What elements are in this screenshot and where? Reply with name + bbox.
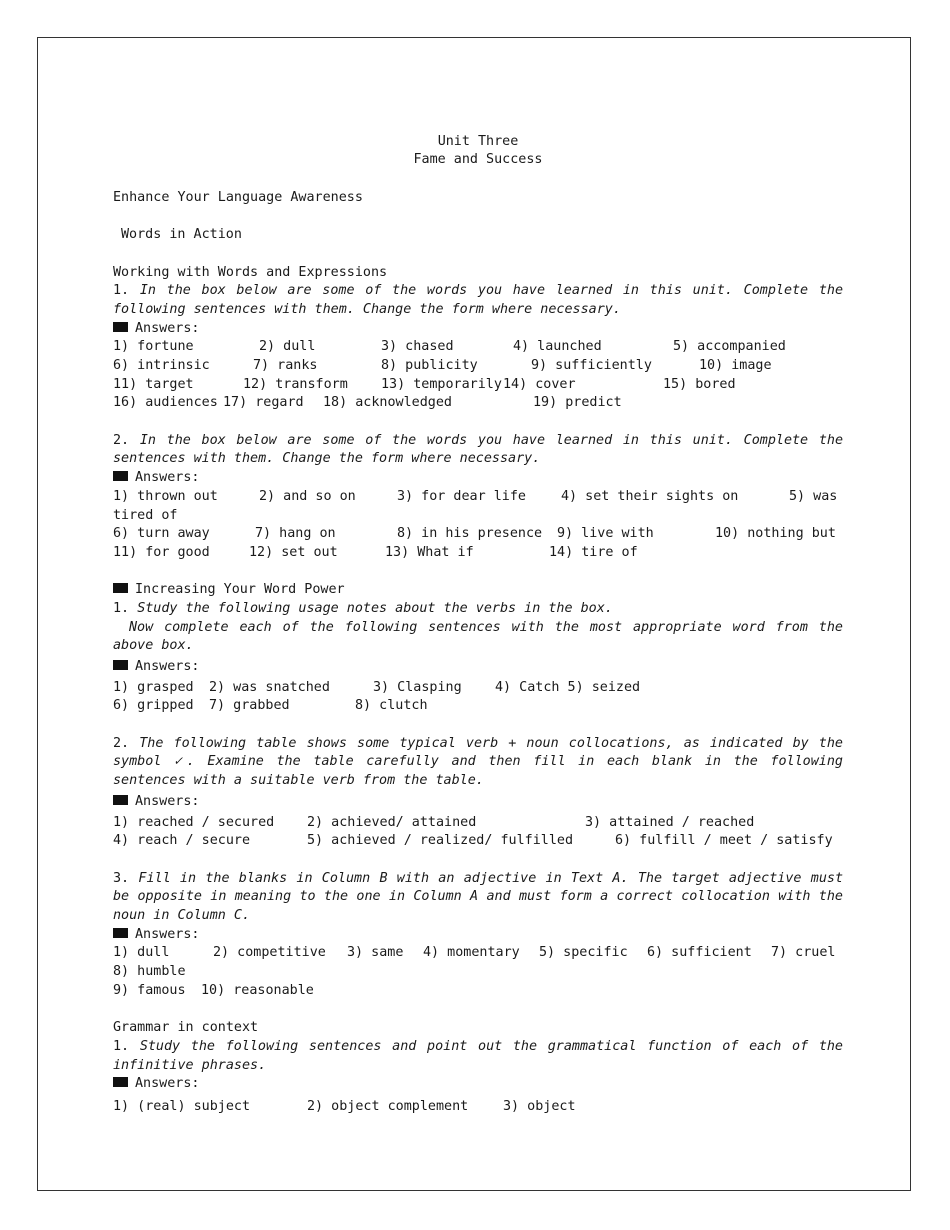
exercise-instruction: 1. Study the following usage notes about the verbs in the box. — [113, 600, 613, 616]
exercise-instruction: 1. In the box below are some of the words you have learned in this unit. Complete the following sentences with them. Change the form where necessary. — [113, 283, 844, 317]
exercise-number: 3. — [113, 870, 130, 886]
section-heading: Increasing Your Word Power — [113, 581, 843, 600]
subsection-heading: Working with Words and Expressions — [113, 264, 388, 280]
exercise-instruction: 1. Study the following sentences and point out the grammatical function of each of the infinitive phrases. — [113, 1038, 843, 1073]
exercise-number: 2. — [113, 432, 130, 448]
exercise-number: 2. — [113, 735, 130, 751]
answer-continuation: tired of — [113, 507, 178, 523]
answer-row: 16) audiences 17) regard 18) acknowledged 19) predict — [113, 395, 622, 411]
answer-continuation: 8) humble — [113, 964, 186, 980]
answers-label: Answers: — [113, 320, 843, 339]
answer-row: 4) reach / secure 5) achieved / realized/ fulfilled 6) fulfill / meet / satisfy — [113, 833, 833, 849]
bullet-square-icon — [113, 660, 128, 670]
answer-row: 9) famous 10) reasonable — [113, 982, 314, 998]
answers-label: Answers: — [113, 658, 843, 677]
answers-label: Answers: — [113, 926, 843, 945]
answer-row: 1) (real) subject 2) object complement 3) object — [113, 1098, 576, 1114]
answer-row: 6) turn away 7) hang on 8) in his presence 9) live with 10) nothing but — [113, 526, 836, 542]
section-heading: Enhance Your Language Awareness — [113, 189, 363, 205]
bullet-square-icon — [113, 795, 128, 805]
bullet-square-icon — [113, 1077, 128, 1087]
answer-row: 1) reached / secured 2) achieved/ attained 3) attained / reached — [113, 814, 755, 830]
answer-row: 1) thrown out 2) and so on 3) for dear life 4) set their sights on 5) was — [113, 488, 838, 504]
exercise-instruction: 3. Fill in the blanks in Column B with an adjective in Text A. The target adjective must be opposite in meaning to the one in Column A and must form a correct collocation with the noun in Column C. — [113, 870, 844, 924]
section-heading: Grammar in context — [113, 1020, 259, 1036]
answers-label: Answers: — [113, 793, 843, 812]
exercise-instruction: Now complete each of the following sentences with the most appropriate word from the above box. — [113, 619, 843, 654]
exercise-instruction: 2. In the box below are some of the words you have learned in this unit. Complete the sentences with them. Change the form where necessary. — [113, 432, 844, 467]
answer-row: 6) gripped 7) grabbed 8) clutch — [113, 698, 428, 714]
subsection-heading: Words in Action — [121, 227, 242, 243]
answer-row: 6) intrinsic 7) ranks 8) publicity 9) sufficiently 10) image — [113, 357, 772, 373]
unit-heading: Unit Three — [437, 133, 519, 149]
bullet-square-icon — [113, 583, 128, 593]
bullet-square-icon — [113, 928, 128, 938]
answer-row: 11) for good 12) set out 13) What if 14) tire of — [113, 544, 638, 560]
answers-label: Answers: — [113, 1075, 843, 1094]
answers-label: Answers: — [113, 469, 843, 488]
bullet-square-icon — [113, 322, 128, 332]
exercise-instruction: 2. The following table shows some typical verb + noun collocations, as indicated by the symbol ✓. Examine the table carefully and then fill in each blank in the following sentences with a suitable verb from the table. — [113, 735, 843, 789]
document-page — [37, 37, 911, 1191]
answer-row: 11) target 12) transform 13) temporarily 14) cover 15) bored — [113, 376, 736, 392]
answer-row: 1) grasped 2) was snatched 3) Clasping 4) Catch 5) seized — [113, 679, 641, 695]
exercise-number: 1. — [113, 283, 130, 299]
bullet-square-icon — [113, 471, 128, 481]
exercise-number: 1. — [113, 1038, 130, 1054]
answer-row: 1) fortune 2) dull 3) chased 4) launched 5) accompanied — [113, 339, 786, 355]
document-content — [113, 114, 843, 1117]
answer-row: 1) dull 2) competitive 3) same 4) momentary 5) specific 6) sufficient 7) cruel — [113, 945, 836, 961]
unit-title: Fame and Success — [413, 152, 543, 168]
